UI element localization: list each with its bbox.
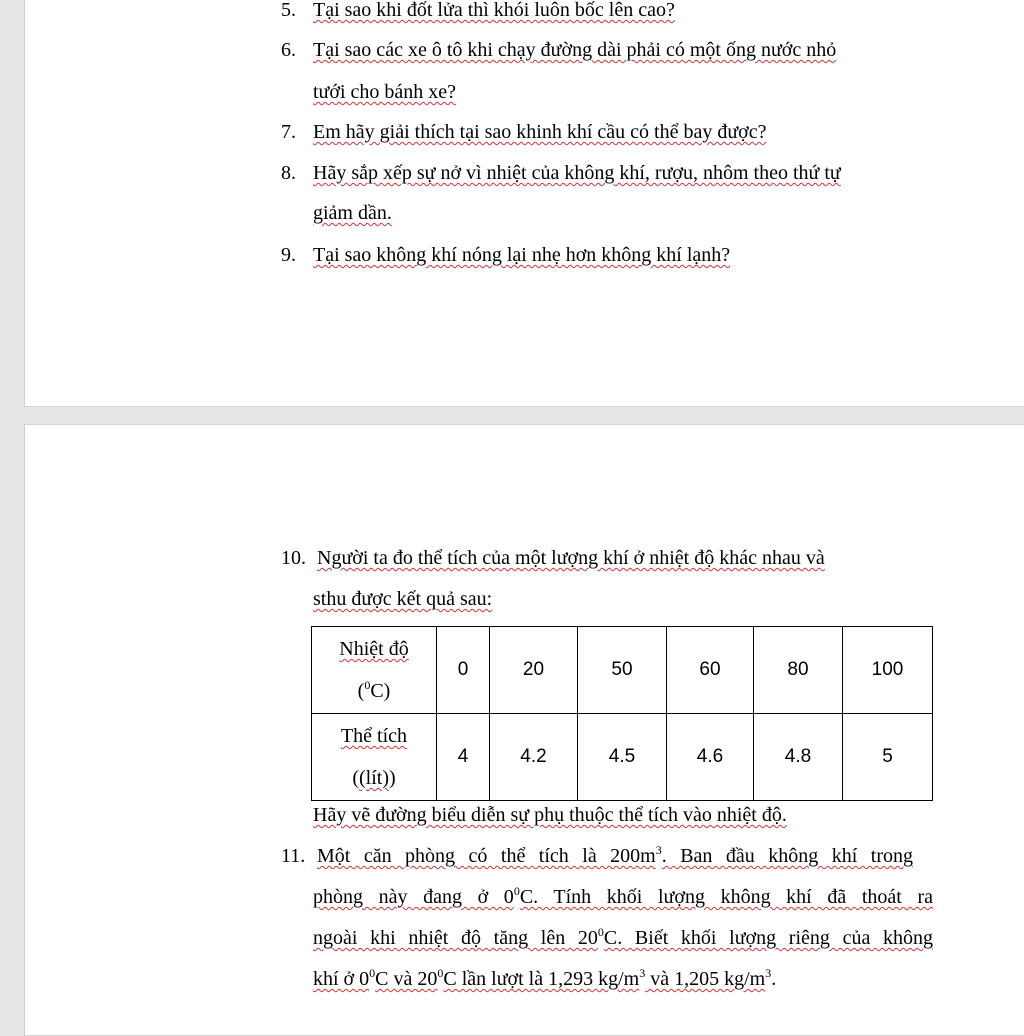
question-text-line-2: sthu được kết quả sau: (313, 588, 493, 610)
question-text: Tại sao khi đốt lửa thì khói luôn bốc lên cao? (313, 0, 675, 21)
table-cell: 4.2 (490, 714, 578, 801)
text-part: . (771, 968, 777, 990)
table-header-temperature (312, 627, 437, 714)
task-text: Hãy vẽ đường biểu diễn sự phụ thuộc thể tích vào nhiệt độ. (313, 804, 787, 826)
table-cell: 0 (437, 627, 490, 714)
question-text-line-4 (313, 959, 776, 1000)
text-part: ngoài khi nhiệt độ tăng lên 20 (313, 927, 598, 949)
question-text-line-1: Người ta đo thể tích của một lượng khí ở nhiệt độ khác nhau và (317, 547, 825, 569)
question-number: 7. (281, 121, 296, 143)
table-row-volume (312, 714, 933, 801)
text-part: C và 20 (375, 968, 438, 990)
text-part: phòng này đang ở 0 (313, 886, 514, 908)
text-part: khí ở 0 (313, 968, 370, 990)
text-part: C. Biết khối lượng riêng của không (603, 927, 934, 949)
question-number: 11. (281, 845, 306, 867)
table-cell: 5 (843, 714, 933, 801)
superscript: 0 (369, 966, 376, 980)
superscript: 3 (765, 966, 772, 980)
table-cell: 60 (667, 627, 754, 714)
header-unit: (lít) (359, 767, 389, 789)
question-text-line-1: Hãy sắp xếp sự nở vì nhiệt của không khí, rượu, nhôm theo thứ tự (313, 162, 841, 184)
question-text-line-2: tưới cho bánh xe? (313, 81, 457, 103)
superscript: 0 (437, 966, 444, 980)
table-cell: 20 (490, 627, 578, 714)
table-header-volume: Thể tích ((lít)) (312, 714, 437, 801)
question-text-line-1 (317, 836, 913, 877)
table-cell: 80 (754, 627, 843, 714)
table-cell: 4.8 (754, 714, 843, 801)
text-part: C lần lượt là 1,293 kg/m (443, 968, 640, 990)
superscript: 3 (639, 966, 646, 980)
text-part: . Ban đầu không khí trong (661, 845, 913, 867)
question-text-line-2 (313, 877, 933, 918)
header-unit-open: ( (357, 680, 365, 702)
header-label: Nhiệt độ (339, 638, 409, 660)
text-part: và 1,205 kg/m (645, 968, 766, 990)
superscript: 3 (655, 843, 662, 857)
table-cell: 4.6 (667, 714, 754, 801)
superscript: 0 (597, 925, 604, 939)
table-row-temperature (312, 627, 933, 714)
question-text-line-2: giảm dần. (313, 202, 392, 224)
question-number: 8. (281, 162, 296, 184)
question-text-line-1: Tại sao các xe ô tô khi chạy đường dài phải có một ống nước nhỏ (313, 39, 837, 61)
question-text: Em hãy giải thích tại sao khinh khí cầu có thể bay được? (313, 121, 767, 143)
text-part: C. Tính khối lượng không khí đã thoát ra (519, 886, 933, 908)
question-number: 10. (281, 547, 306, 569)
table-cell: 100 (843, 627, 933, 714)
header-unit-close: C) (370, 680, 391, 702)
superscript: 0 (513, 884, 520, 898)
table-cell: 4 (437, 714, 490, 801)
question-number: 9. (281, 244, 296, 266)
question-number: 5. (281, 0, 296, 21)
table-cell: 50 (578, 627, 667, 714)
question-text-line-3 (313, 918, 933, 959)
temperature-volume-table (311, 626, 933, 801)
header-label: Thể tích (340, 725, 408, 747)
text-part: Một căn phòng có thể tích là 200m (317, 845, 656, 867)
table-cell: 4.5 (578, 714, 667, 801)
question-text: Tại sao không khí nóng lại nhẹ hơn không khí lạnh? (313, 244, 731, 266)
header-unit-sup: 0 (364, 678, 371, 692)
question-number: 6. (281, 39, 296, 61)
